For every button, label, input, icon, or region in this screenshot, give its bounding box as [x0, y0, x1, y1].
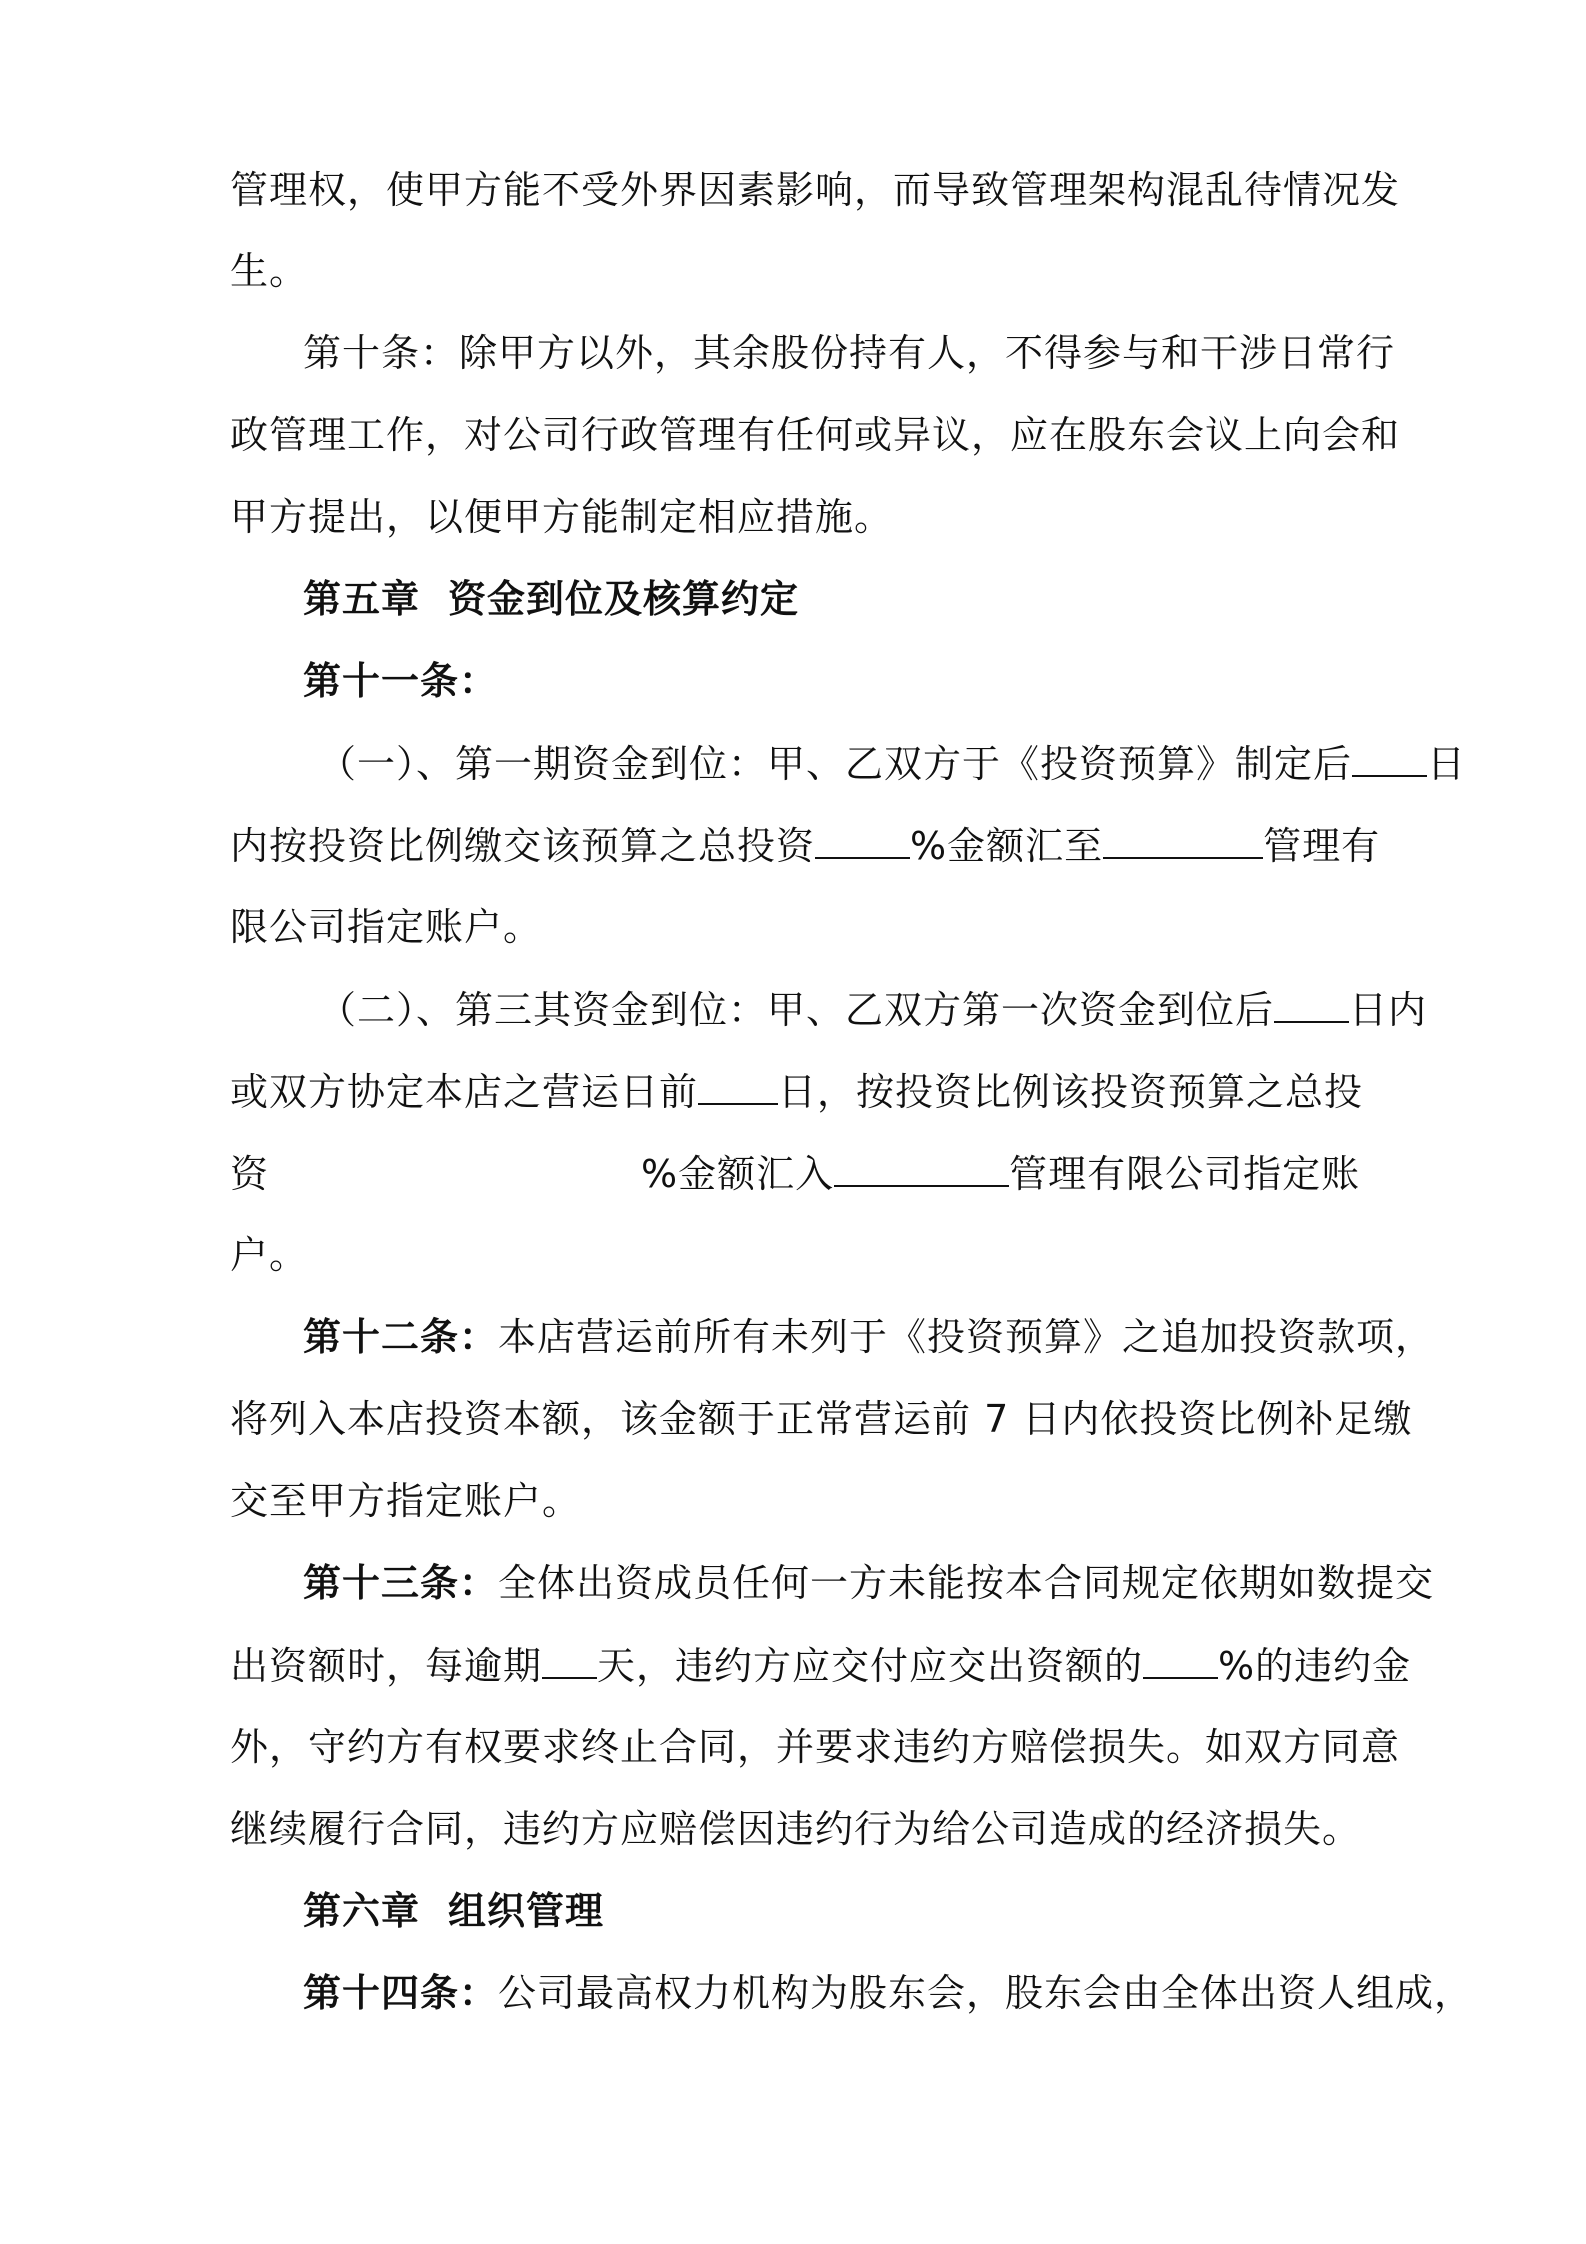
item-1-text-b: 日 [1427, 742, 1467, 786]
item-1-text-d: %金额汇至 [910, 824, 1104, 868]
article-12-label: 第十二条： [303, 1315, 499, 1359]
chapter-5-number: 第五章 [303, 577, 421, 621]
chapter-5-heading [303, 575, 1443, 623]
item-2-text-g: 管理有限公司指定账 [1009, 1152, 1361, 1196]
text-line-2: 生。 [230, 249, 309, 293]
blank-field [1352, 739, 1427, 777]
article-12-line-2: 将列入本店投资本额，该金额于正常营运前 7 日内依投资比例补足缴 [230, 1397, 1413, 1441]
item-2-text-a: （二）、第三其资金到位：甲、乙双方第一次资金到位后 [318, 988, 1275, 1032]
blank-field [542, 1641, 597, 1679]
article-14-text-a: 公司最高权力机构为股东会，股东会由全体出资人组成， [498, 1971, 1474, 2015]
article-13-text-a: 全体出资成员任何一方未能按本合同规定依期如数提交 [498, 1561, 1435, 1605]
blank-field [834, 1149, 1009, 1187]
chapter-6-number: 第六章 [303, 1889, 421, 1933]
item-1-text-a: （一）、第一期资金到位：甲、乙双方于《投资预算》制定后 [318, 742, 1353, 786]
article-13-label: 第十三条： [303, 1561, 499, 1605]
chapter-6-title: 组织管理 [448, 1889, 605, 1933]
blank-field [815, 821, 910, 859]
article-14-line-1 [303, 1969, 1474, 2017]
article-13-text-b2: 天，违约方应交付应交出资额的 [597, 1644, 1144, 1688]
article-11-item-1-line-3: 限公司指定账户。 [230, 905, 543, 949]
item-1-text-e: 管理有 [1263, 824, 1381, 868]
article-13-line-4: 继续履行合同，违约方应赔偿因违约行为给公司造成的经济损失。 [230, 1807, 1362, 1851]
article-13-text-b3: %的违约金 [1218, 1644, 1412, 1688]
article-12-line-3: 交至甲方指定账户。 [230, 1479, 582, 1523]
article-13-line-1 [303, 1559, 1435, 1607]
text-line-1: 管理权，使甲方能不受外界因素影响，而导致管理架构混乱待情况发 [230, 168, 1401, 212]
blank-field [1274, 985, 1349, 1023]
article-10-line-2: 政管理工作，对公司行政管理有任何或异议，应在股东会议上向会和 [230, 413, 1401, 457]
item-2-text-f: %金额汇入 [641, 1152, 835, 1196]
item-2-text-b: 日内 [1349, 988, 1428, 1032]
article-12-line-1 [303, 1313, 1435, 1361]
article-10-line-1: 第十条：除甲方以外，其余股份持有人，不得参与和干涉日常行 [303, 331, 1396, 375]
article-13-line-3: 外，守约方有权要求终止合同，并要求违约方赔偿损失。如双方同意 [230, 1725, 1401, 1769]
article-11-item-1-line-2 [230, 821, 1381, 869]
item-2-text-c: 或双方协定本店之营运日前 [230, 1070, 699, 1114]
chapter-5-title: 资金到位及核算约定 [448, 577, 800, 621]
chapter-6-heading [303, 1887, 1443, 1935]
article-14-label: 第十四条： [303, 1971, 499, 2015]
article-11-item-2-line-1 [318, 985, 1428, 1033]
article-10-line-3: 甲方提出，以便甲方能制定相应措施。 [230, 495, 894, 539]
article-11-item-2-line-4: 户。 [230, 1233, 309, 1277]
blank-field [1103, 821, 1263, 859]
item-2-text-d: 日，按投资比例该投资预算之总投 [778, 1070, 1364, 1114]
blank-field [1143, 1641, 1218, 1679]
article-11-item-2-line-2 [230, 1067, 1370, 1115]
item-2-text-e: 资 [230, 1152, 270, 1196]
article-13-line-2 [230, 1641, 1412, 1689]
article-11-heading: 第十一条： [303, 659, 499, 703]
article-13-text-b1: 出资额时，每逾期 [230, 1644, 543, 1688]
blank-field [698, 1067, 778, 1105]
article-11-item-1-line-1 [318, 739, 1467, 787]
article-12-text-a: 本店营运前所有未列于《投资预算》之追加投资款项， [498, 1315, 1435, 1359]
item-1-text-c: 内按投资比例缴交该预算之总投资 [230, 824, 816, 868]
article-11-item-2-line-3 [230, 1149, 1370, 1197]
